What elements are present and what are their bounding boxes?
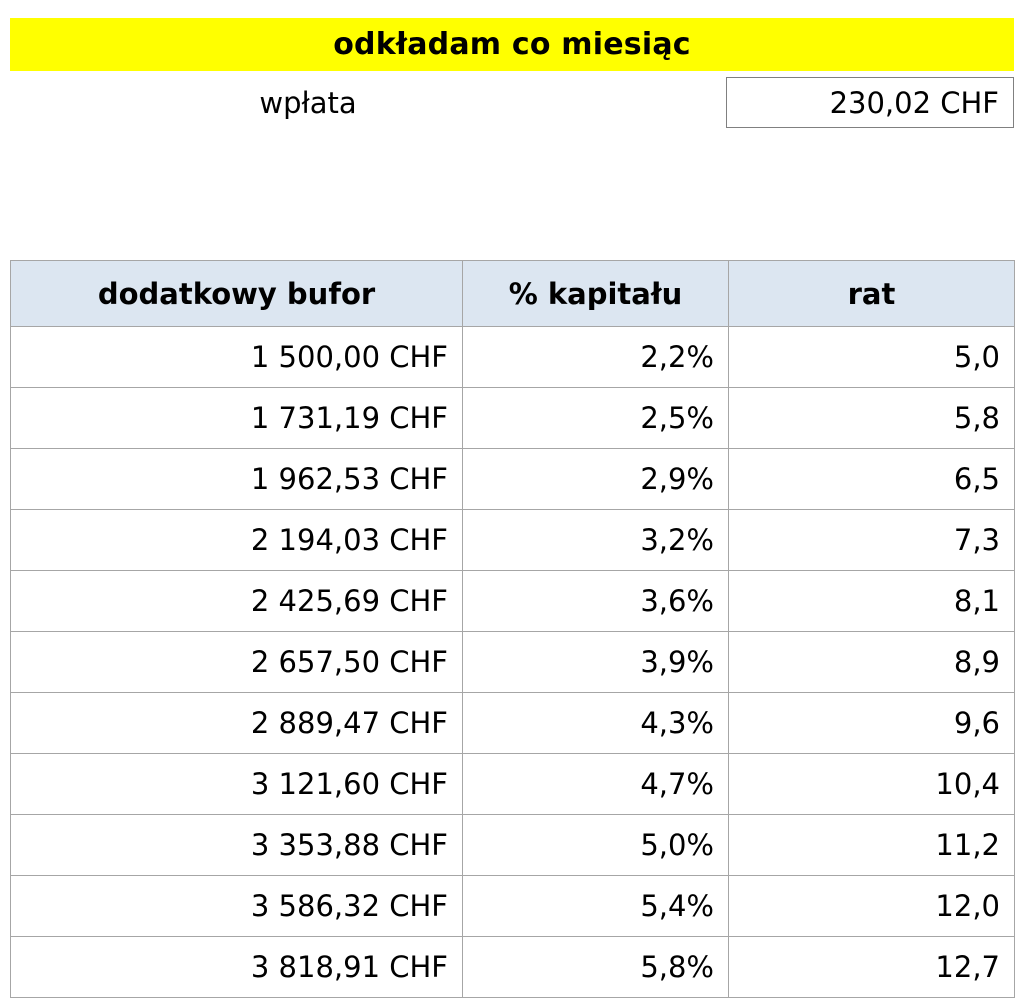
cell-capital-pct: 4,7% — [463, 754, 729, 815]
cell-installments: 8,9 — [729, 632, 1015, 693]
cell-installments: 7,3 — [729, 510, 1015, 571]
table-header-row — [11, 261, 1015, 327]
cell-buffer: 1 500,00 CHF — [11, 327, 463, 388]
cell-buffer: 1 731,19 CHF — [11, 388, 463, 449]
cell-installments: 12,7 — [729, 937, 1015, 998]
cell-installments: 5,0 — [729, 327, 1015, 388]
cell-installments: 11,2 — [729, 815, 1015, 876]
page-title: odkładam co miesiąc — [10, 18, 1014, 71]
cell-buffer: 2 425,69 CHF — [11, 571, 463, 632]
data-table-container — [10, 260, 1014, 998]
cell-capital-pct: 3,6% — [463, 571, 729, 632]
cell-buffer: 3 818,91 CHF — [11, 937, 463, 998]
cell-installments: 5,8 — [729, 388, 1015, 449]
deposit-value-cell[interactable]: 230,02 CHF — [726, 77, 1014, 128]
column-header-buffer: dodatkowy bufor — [11, 261, 463, 327]
cell-capital-pct: 5,8% — [463, 937, 729, 998]
cell-installments: 6,5 — [729, 449, 1015, 510]
cell-buffer: 2 889,47 CHF — [11, 693, 463, 754]
table-row — [11, 449, 1015, 510]
data-table — [10, 260, 1015, 998]
column-header-capital-pct: % kapitału — [463, 261, 729, 327]
table-row — [11, 571, 1015, 632]
table-row — [11, 327, 1015, 388]
column-header-installments: rat — [729, 261, 1015, 327]
cell-buffer: 3 353,88 CHF — [11, 815, 463, 876]
cell-buffer: 2 194,03 CHF — [11, 510, 463, 571]
cell-capital-pct: 2,2% — [463, 327, 729, 388]
table-row — [11, 388, 1015, 449]
cell-capital-pct: 3,2% — [463, 510, 729, 571]
deposit-row — [10, 77, 1014, 128]
cell-buffer: 1 962,53 CHF — [11, 449, 463, 510]
cell-capital-pct: 5,4% — [463, 876, 729, 937]
cell-buffer: 3 586,32 CHF — [11, 876, 463, 937]
cell-installments: 12,0 — [729, 876, 1015, 937]
cell-installments: 10,4 — [729, 754, 1015, 815]
cell-capital-pct: 3,9% — [463, 632, 729, 693]
cell-buffer: 2 657,50 CHF — [11, 632, 463, 693]
cell-capital-pct: 2,9% — [463, 449, 729, 510]
deposit-label: wpłata — [259, 85, 357, 120]
cell-installments: 8,1 — [729, 571, 1015, 632]
table-body — [11, 327, 1015, 998]
cell-buffer: 3 121,60 CHF — [11, 754, 463, 815]
cell-capital-pct: 2,5% — [463, 388, 729, 449]
table-row — [11, 815, 1015, 876]
table-row — [11, 876, 1015, 937]
cell-installments: 9,6 — [729, 693, 1015, 754]
table-row — [11, 754, 1015, 815]
summary-block — [10, 18, 1014, 128]
table-row — [11, 937, 1015, 998]
table-row — [11, 510, 1015, 571]
table-row — [11, 693, 1015, 754]
table-header — [11, 261, 1015, 327]
table-row — [11, 632, 1015, 693]
cell-capital-pct: 4,3% — [463, 693, 729, 754]
cell-capital-pct: 5,0% — [463, 815, 729, 876]
